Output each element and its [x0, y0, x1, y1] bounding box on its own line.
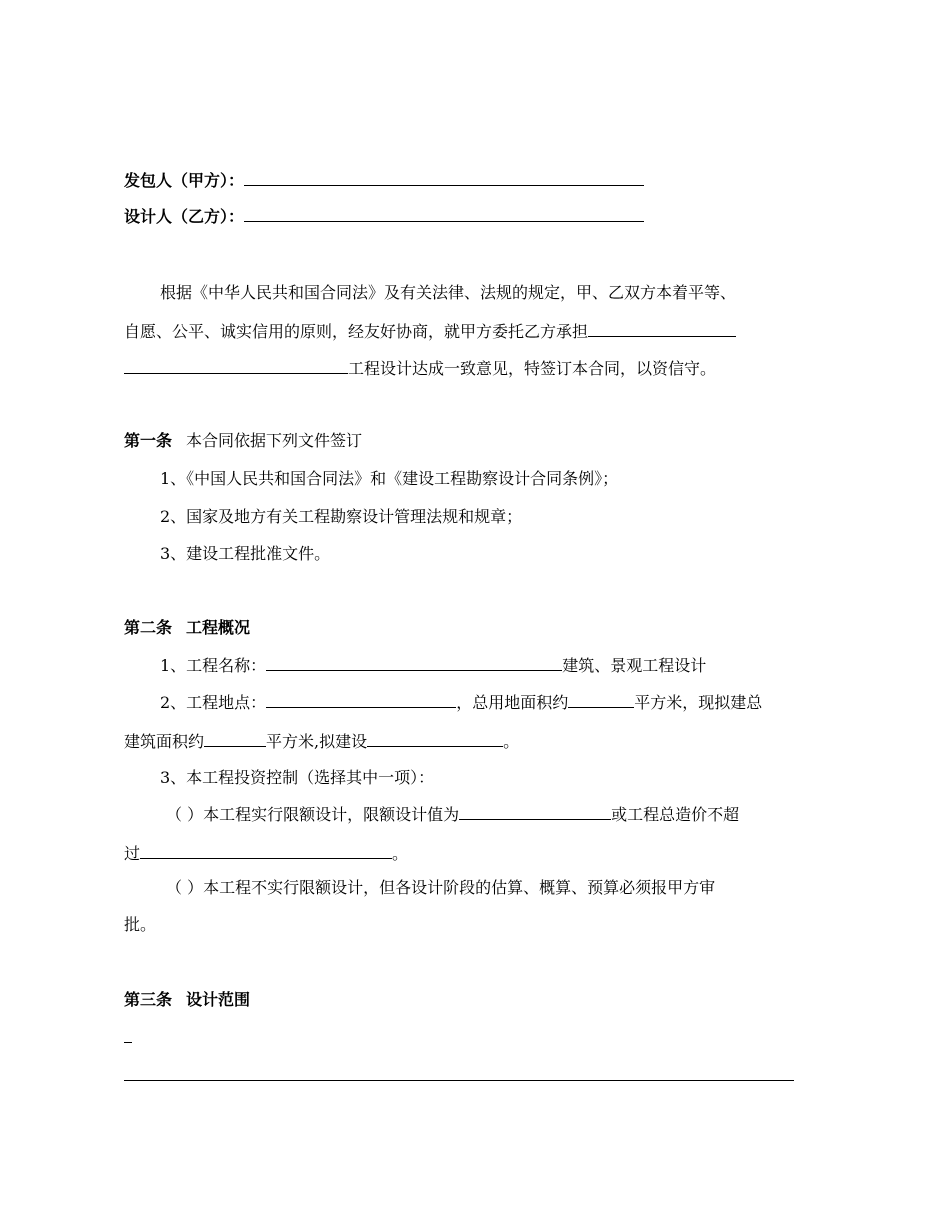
site-area-blank[interactable]	[568, 690, 634, 708]
article-1-number: 第一条	[124, 431, 173, 450]
option-1-line-2-prefix: 过	[124, 844, 141, 863]
project-name-blank[interactable]	[266, 653, 562, 671]
preamble-line-3-text: 工程设计达成一致意见，特签订本合同，以资信守。	[348, 359, 717, 378]
preamble-line-1: 根据《中华人民共和国合同法》及有关法律、法规的规定，甲、乙双方本着平等、	[160, 283, 737, 302]
project-blank-1[interactable]	[588, 319, 736, 337]
project-name-label: 1、工程名称：	[160, 656, 267, 675]
project-site-label: 2、工程地点：	[160, 693, 267, 712]
total-cost-blank[interactable]	[140, 841, 392, 859]
option-1-line-2-end: 。	[392, 844, 409, 863]
option-1-text: （ ）本工程实行限额设计，限额设计值为	[166, 805, 460, 824]
employer-blank[interactable]	[244, 168, 644, 186]
option-1-line-2	[124, 841, 408, 865]
building-area-unit: 平方米,拟建设	[266, 732, 368, 751]
investment-control-label: 3、本工程投资控制（选择其中一项）：	[160, 768, 435, 787]
article-3-heading	[124, 988, 250, 1012]
building-area-label: 建筑面积约	[124, 732, 205, 751]
project-site-blank[interactable]	[266, 690, 456, 708]
article-1-item-2: 2、国家及地方有关工程勘察设计管理法规和规章；	[160, 507, 523, 526]
project-name-suffix: 建筑、景观工程设计	[562, 656, 707, 675]
article-1-heading	[124, 429, 362, 453]
building-line-end: 。	[503, 732, 520, 751]
article-3-title: 设计范围	[186, 990, 251, 1009]
article-1-item-3: 3、建设工程批准文件。	[160, 544, 331, 563]
employer-line	[124, 168, 644, 192]
project-blank-2[interactable]	[124, 356, 348, 374]
article-2-number: 第二条	[124, 618, 173, 637]
design-scope-dash	[124, 1042, 132, 1043]
designer-label: 设计人（乙方）：	[124, 207, 245, 226]
build-content-blank[interactable]	[367, 729, 503, 747]
preamble-line-2-text: 自愿、公平、诚实信用的原则，经友好协商，就甲方委托乙方承担	[124, 322, 589, 341]
article-2-title: 工程概况	[186, 618, 251, 637]
option-2-line-1: （ ）本工程不实行限额设计，但各设计阶段的估算、概算、预算必须报甲方审	[166, 878, 716, 897]
design-scope-blank[interactable]	[124, 1080, 794, 1081]
option-1-line-1	[166, 802, 739, 826]
preamble-line-3	[124, 356, 716, 380]
site-area-unit: 平方米，现拟建总	[634, 693, 763, 712]
project-site-line	[160, 690, 762, 714]
building-area-line	[124, 729, 519, 753]
article-2-heading	[124, 616, 250, 640]
designer-blank[interactable]	[244, 204, 644, 222]
preamble-line-2	[124, 319, 736, 343]
project-name-line	[160, 653, 706, 677]
article-1-title: 本合同依据下列文件签订	[186, 431, 363, 450]
employer-label: 发包人（甲方）：	[124, 171, 245, 190]
designer-line	[124, 204, 644, 228]
article-1-item-1: 1、《中国人民共和国合同法》和《建设工程勘察设计合同条例》；	[160, 469, 619, 488]
article-3-number: 第三条	[124, 990, 173, 1009]
building-area-blank[interactable]	[204, 729, 266, 747]
limit-value-blank[interactable]	[459, 802, 611, 820]
option-2-line-2: 批。	[124, 915, 157, 934]
option-1-mid: 或工程总造价不超	[611, 805, 740, 824]
site-area-label: ，总用地面积约	[456, 693, 569, 712]
